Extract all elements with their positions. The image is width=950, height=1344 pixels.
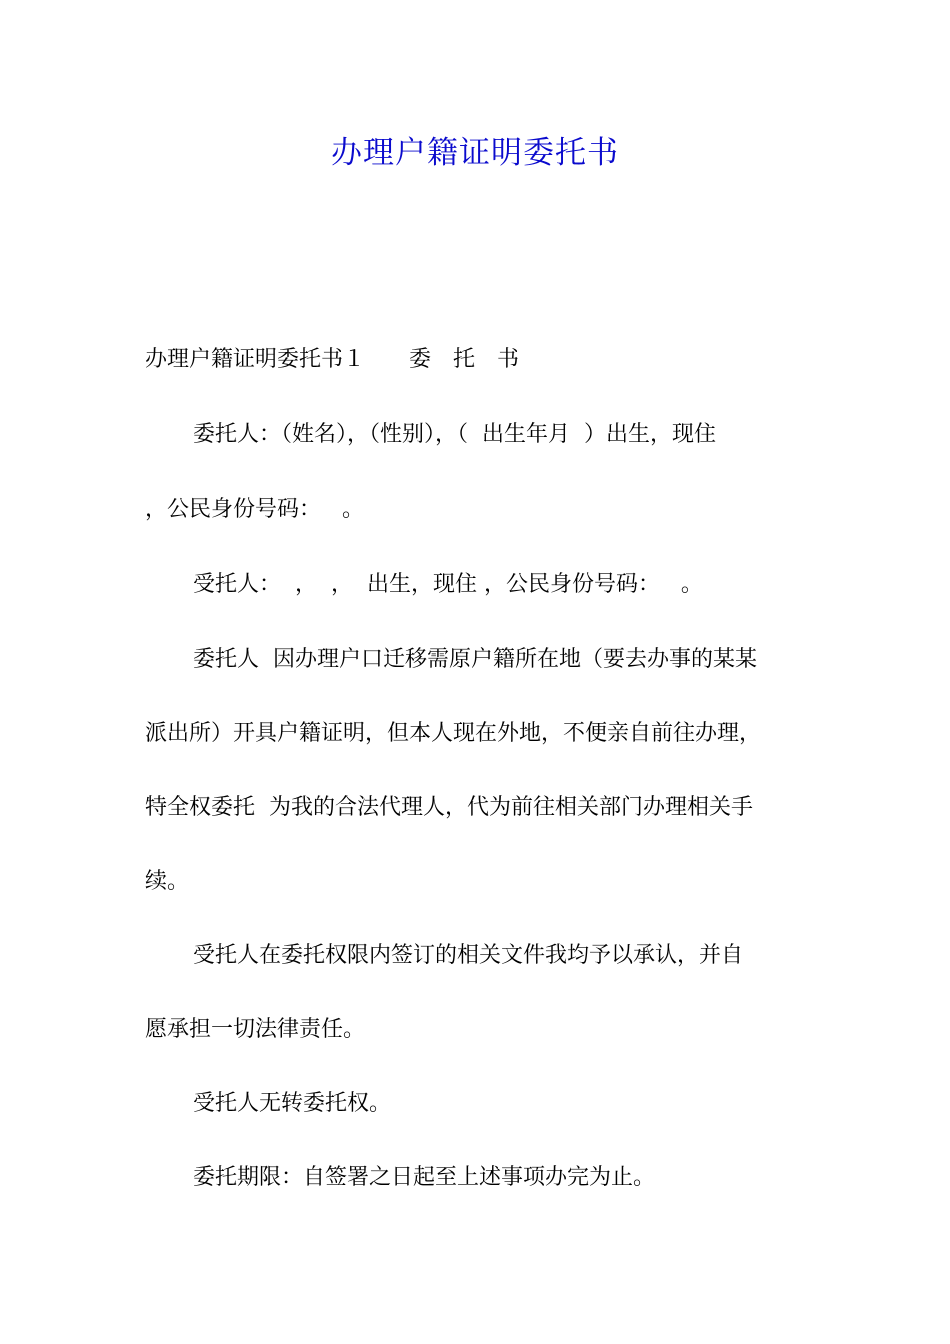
reason-line-1: 委托人 因办理户口迁移需原户籍所在地（要去办事的某某 <box>193 647 757 672</box>
principal-line: 委托人：（姓名），（性别），（ 出生年月 ）出生，现住 <box>193 422 716 447</box>
acknowledgement-line-1: 受托人在委托权限内签订的相关文件我均予以承认，并自 <box>193 943 744 968</box>
agent-line: 受托人： ， ， 出生，现住 ，公民身份号码： 。 <box>193 572 703 597</box>
acknowledgement-line-2: 愿承担一切法律责任。 <box>145 1017 366 1042</box>
document-title: 办理户籍证明委托书 <box>331 135 619 171</box>
principal-id-line: ，公民身份号码： 。 <box>145 497 364 522</box>
term-line: 委托期限：自签署之日起至上述事项办完为止。 <box>193 1165 656 1190</box>
reason-line-4: 续。 <box>145 869 190 894</box>
subtitle-line: 办理户籍证明委托书１ 委 托 书 <box>145 347 520 372</box>
reason-line-2: 派出所）开具户籍证明，但本人现在外地，不便亲自前往办理， <box>145 721 762 746</box>
no-sub-delegation-line: 受托人无转委托权。 <box>193 1091 392 1116</box>
reason-line-3: 特全权委托 为我的合法代理人，代为前往相关部门办理相关手 <box>145 795 753 820</box>
